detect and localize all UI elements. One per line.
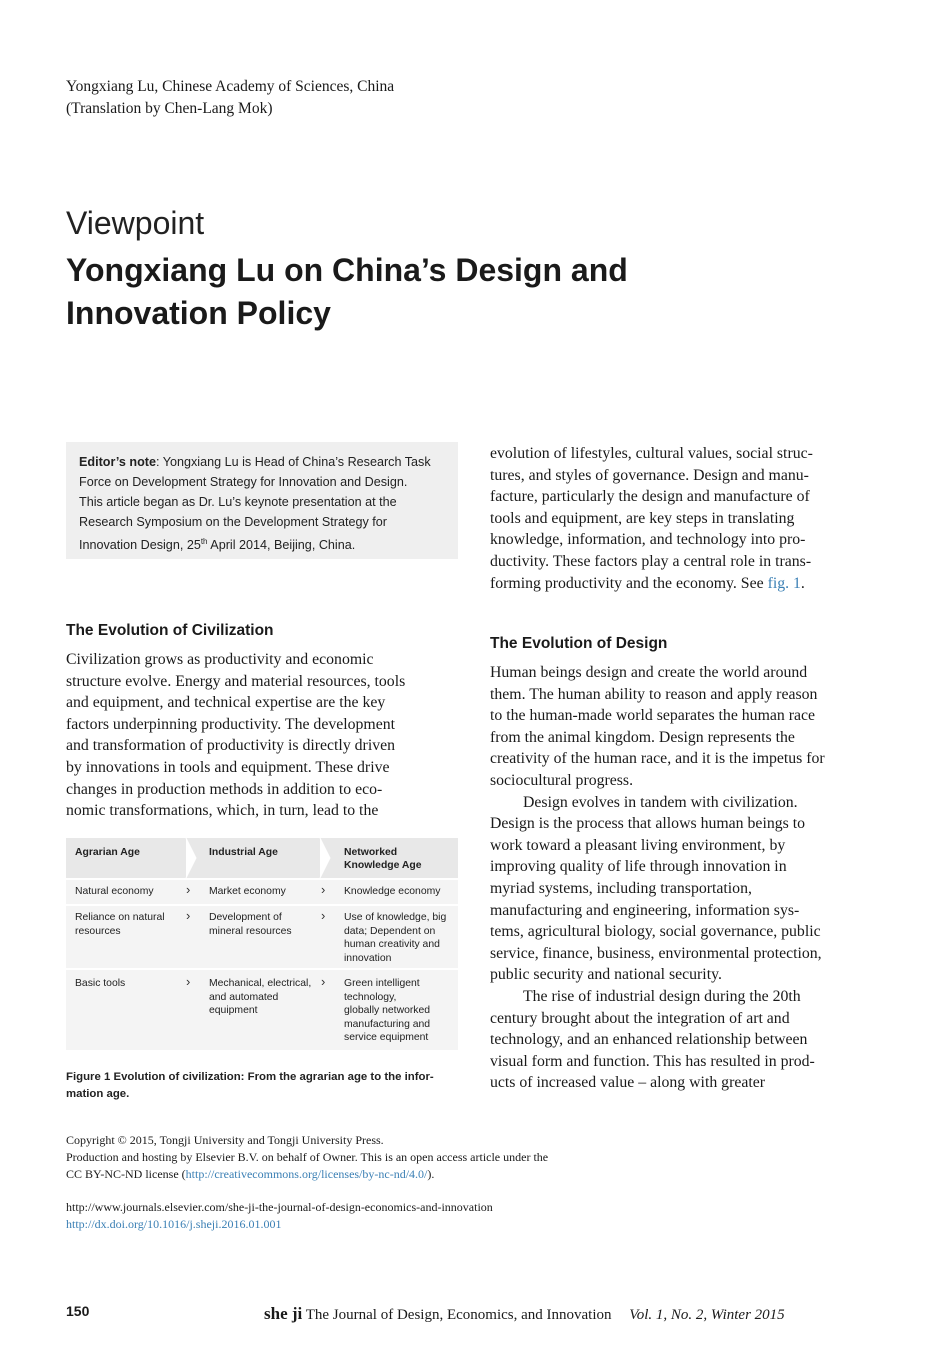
editor-note-text: April 2014, Beijing, China.	[207, 538, 356, 553]
text-line: sociocultural progress.	[490, 771, 634, 789]
copyright-punct: ).	[427, 1167, 435, 1182]
cell-industrial: Market economy	[209, 886, 286, 897]
text-line: myriad systems, including transportation,	[490, 879, 752, 897]
translator-line: (Translation by Chen-Lang Mok)	[66, 100, 273, 117]
cell-line: human creativity and	[344, 939, 440, 950]
figure-row	[66, 906, 458, 968]
header-chevron-icon	[318, 838, 332, 878]
cell-industrial	[209, 911, 292, 938]
text-line: forming productivity and the economy. See	[490, 574, 768, 592]
cell-agrarian: Basic tools	[75, 978, 126, 989]
text-line: ucts of increased value – along with greater	[490, 1074, 766, 1092]
caption-line: mation age.	[66, 1088, 130, 1100]
chevron-right-icon: ›	[186, 882, 191, 897]
text-line: them. The human ability to reason and apply reason	[490, 685, 818, 703]
text-line: nomic transformations, which, in turn, lead to the	[66, 802, 379, 820]
text-line: knowledge, information, and technology into pro-	[490, 531, 806, 549]
text-line: Design is the process that allows human beings to	[490, 815, 806, 833]
continued-paragraph	[490, 443, 885, 594]
article-links	[66, 1199, 766, 1233]
cell-agrarian: Natural economy	[75, 886, 154, 897]
cell-line: service equipment	[344, 1032, 429, 1043]
chevron-right-icon: ›	[186, 908, 191, 923]
journal-full-name: The Journal of Design, Economics, and Innovation	[305, 1307, 612, 1323]
section-heading-civilization: The Evolution of Civilization	[66, 622, 274, 639]
author-affiliation	[66, 76, 666, 120]
author-line: Yongxiang Lu, Chinese Academy of Sciences, China	[66, 78, 395, 95]
cell-knowledge	[344, 977, 430, 1045]
text-punct: .	[800, 574, 805, 592]
chevron-right-icon: ›	[186, 974, 191, 989]
cell-line: Reliance on natural	[75, 912, 165, 923]
doi-link[interactable]: http://dx.doi.org/10.1016/j.sheji.2016.01.001	[66, 1217, 282, 1232]
figure-1-link[interactable]: fig. 1	[767, 574, 801, 592]
page-number: 150	[66, 1303, 90, 1319]
journal-short-name: she ji	[264, 1304, 303, 1323]
text-line: century brought about the integration of art and	[490, 1009, 790, 1027]
text-line: from the animal kingdom. Design represents the	[490, 728, 795, 746]
design-section-text	[490, 662, 885, 1094]
journal-url-link[interactable]: http://www.journals.elsevier.com/she-ji-the-journal-of-design-economics-and-innovation	[66, 1200, 493, 1214]
editor-note-text: Research Symposium on the Development Strategy for	[79, 515, 387, 529]
chevron-right-icon: ›	[321, 908, 326, 923]
text-line: tools and equipment, are key steps in translating	[490, 509, 795, 527]
text-line: technology, and an enhanced relationship between	[490, 1031, 808, 1049]
section-heading-design: The Evolution of Design	[490, 635, 668, 652]
cell-line: innovation	[344, 952, 392, 964]
title-line-2: Innovation Policy	[66, 295, 331, 331]
editor-note-label: Editor’s note	[79, 455, 156, 469]
cell-knowledge: Knowledge economy	[344, 886, 441, 897]
article-kicker: Viewpoint	[66, 205, 205, 241]
text-line: Civilization grows as productivity and economic	[66, 651, 374, 668]
copyright-line: Copyright © 2015, Tongji University and Tongji University Press.	[66, 1133, 384, 1147]
text-line: to the human-made world separates the human race	[490, 707, 816, 725]
figure-header-row	[66, 838, 458, 878]
chevron-right-icon: ›	[321, 882, 326, 897]
text-line: public security and national security.	[490, 966, 722, 984]
header-knowledge-age: Knowledge Age	[344, 860, 422, 871]
text-line: creativity of the human race, and it is the impetus for	[490, 750, 825, 768]
text-line: evolution of lifestyles, cultural values, social struc-	[490, 445, 813, 462]
text-line: ductivity. These factors play a central role in trans-	[490, 552, 812, 570]
civilization-paragraph	[66, 649, 461, 822]
editor-note-text: : Yongxiang Lu is Head of China’s Research Task	[155, 455, 431, 469]
text-line: and transformation of productivity is directly driven	[66, 737, 396, 755]
cell-line: and automated	[209, 991, 279, 1003]
text-line: The rise of industrial design during the 20th	[523, 987, 801, 1005]
text-line: structure evolve. Energy and material resources, tools	[66, 672, 406, 690]
journal-footer	[264, 1304, 785, 1324]
volume-info: Vol. 1, No. 2, Winter 2015	[629, 1307, 785, 1323]
superscript: th	[200, 537, 208, 546]
editor-note-box	[66, 442, 458, 559]
chevron-right-icon: ›	[321, 974, 326, 989]
cell-line: Use of knowledge, big	[344, 912, 447, 923]
text-line: service, finance, business, environmental protection,	[490, 944, 822, 962]
cell-line: globally networked	[344, 1005, 431, 1016]
text-line: Human beings design and create the world around	[490, 664, 808, 681]
text-line: manufacturing and engineering, information sys-	[490, 901, 800, 919]
cell-line: manufacturing and	[344, 1018, 431, 1030]
cell-line: Development of	[209, 912, 282, 923]
cell-line: technology,	[344, 991, 397, 1003]
header-chevron-icon	[184, 838, 198, 878]
copyright-block	[66, 1132, 766, 1184]
text-line: changes in production methods in addition to eco-	[66, 780, 383, 798]
figure-caption	[66, 1069, 458, 1103]
title-line-1: Yongxiang Lu on China’s Design and	[66, 252, 628, 288]
article-title	[66, 249, 766, 335]
license-link[interactable]: http://creativecommons.org/licenses/by-nc-nd/4.0/	[185, 1167, 428, 1182]
text-line: tems, agricultural biology, social governance, public	[490, 923, 821, 941]
text-line: and equipment, and technical expertise are the key	[66, 694, 386, 712]
text-line: factors underpinning productivity. The development	[66, 715, 396, 733]
figure-row	[66, 970, 458, 1050]
editor-note-text: Innovation Design, 25	[79, 538, 201, 553]
text-line: facture, particularly the design and manufacture of	[490, 488, 810, 506]
text-line: Design evolves in tandem with civilization.	[523, 793, 798, 811]
cell-line: Mechanical, electrical,	[209, 978, 312, 989]
cell-agrarian	[75, 911, 165, 938]
header-industrial: Industrial Age	[209, 847, 278, 858]
copyright-line: Production and hosting by Elsevier B.V. on behalf of Owner. This is an open access article under the	[66, 1150, 549, 1165]
text-line: improving quality of life through innovation in	[490, 858, 787, 876]
figure-row	[66, 880, 458, 904]
cell-line: Green intelligent	[344, 978, 420, 989]
cell-line: mineral resources	[209, 925, 292, 937]
cell-line: data; Dependent on	[344, 925, 436, 937]
text-line: work toward a pleasant living environment, by	[490, 836, 786, 854]
editor-note-text: Force on Development Strategy for Innovation and Design.	[79, 475, 408, 489]
figure-1-table	[66, 838, 458, 1050]
caption-line: Figure 1 Evolution of civilization: From the agrarian age to the infor-	[66, 1071, 434, 1083]
cell-industrial	[209, 977, 311, 1018]
header-networked: Networked	[344, 847, 398, 858]
copyright-line: CC BY-NC-ND license (	[66, 1167, 186, 1182]
editor-note-text: This article began as Dr. Lu’s keynote presentation at the	[79, 495, 397, 509]
cell-line: equipment	[209, 1005, 258, 1016]
cell-line: resources	[75, 925, 121, 937]
text-line: tures, and styles of governance. Design and manu-	[490, 466, 809, 484]
header-agrarian: Agrarian Age	[75, 847, 140, 858]
text-line: visual form and function. This has resulted in prod-	[490, 1052, 815, 1070]
cell-knowledge	[344, 911, 446, 965]
text-line: by innovations in tools and equipment. These drive	[66, 758, 390, 776]
